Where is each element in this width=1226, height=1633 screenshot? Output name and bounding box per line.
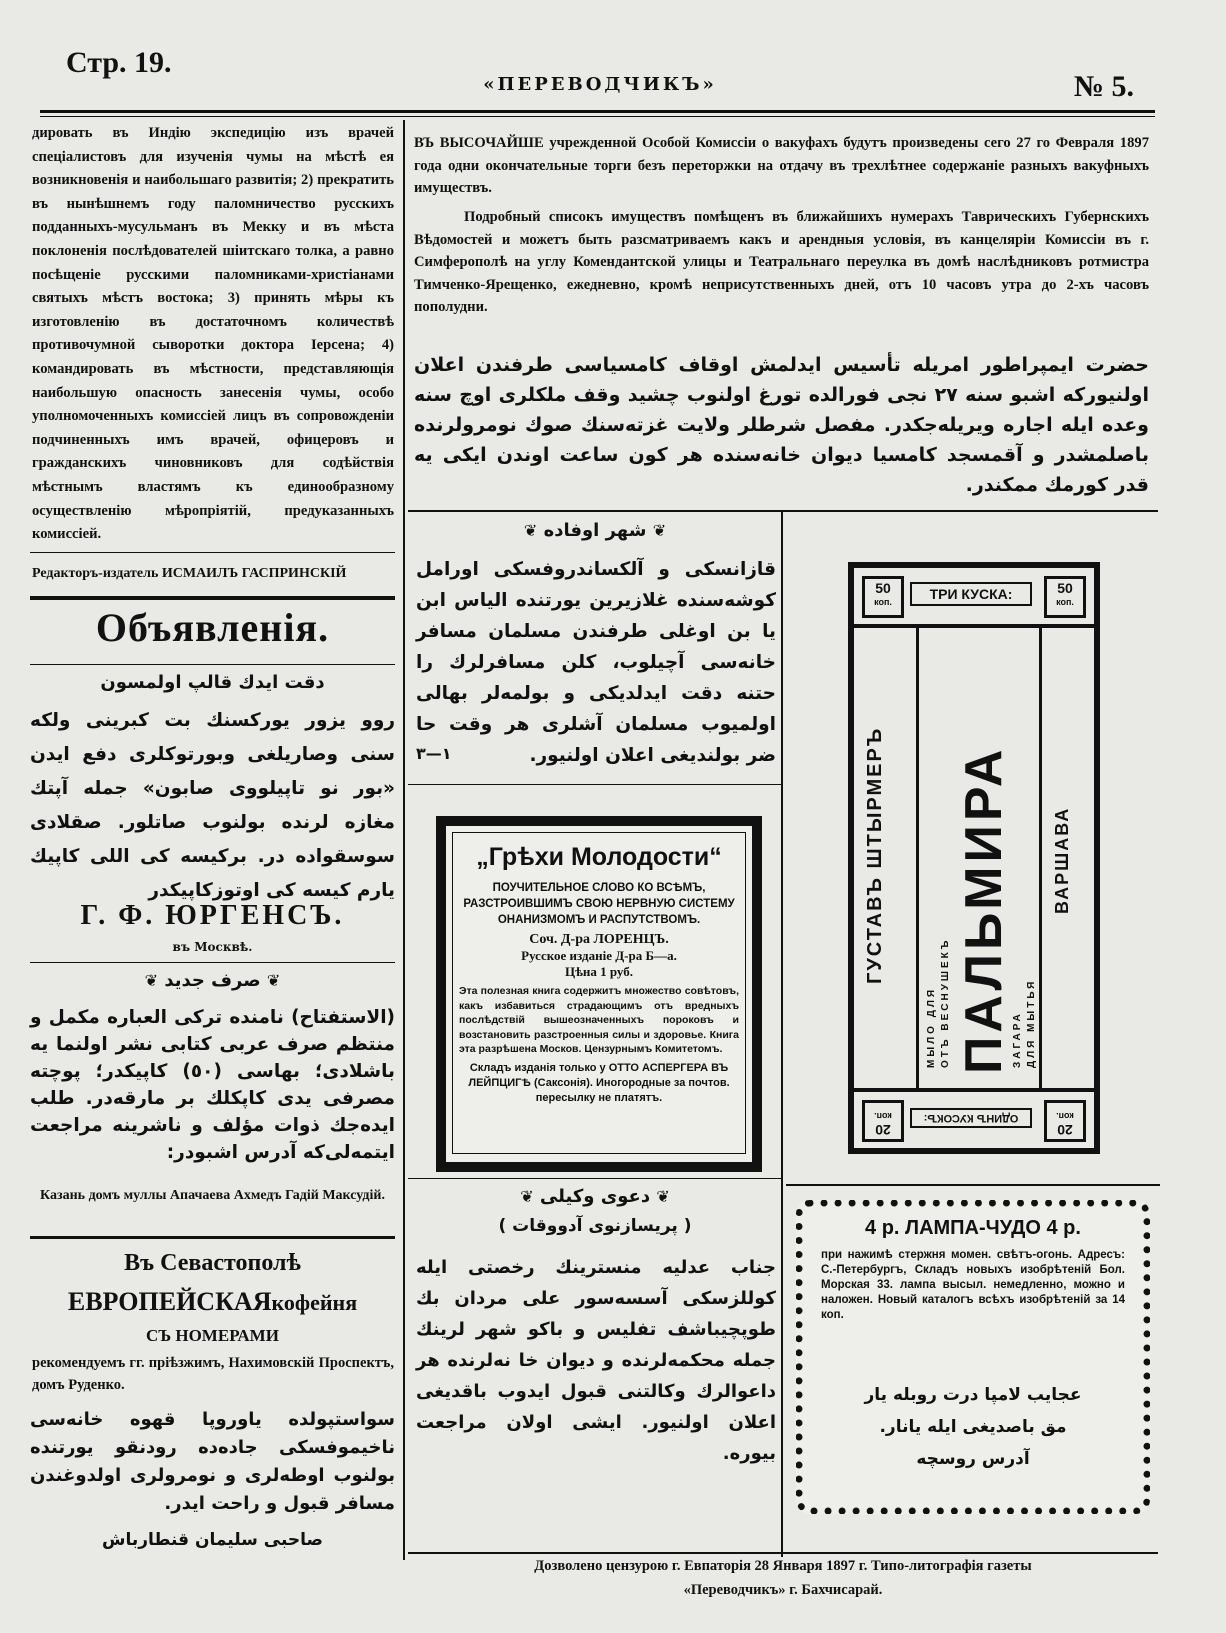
grekhi-inner (452, 832, 746, 1154)
lamp-ar-3: آدرس روسچه (916, 1449, 1030, 1469)
price-box-bottom-right (1044, 1100, 1086, 1142)
editor-rule-top (30, 552, 395, 553)
header-rule-thin (40, 116, 1155, 117)
poster-small-col-4: ДЛЯ МЫТЬЯ (1026, 978, 1037, 1068)
issue-number: № 5. (1073, 70, 1134, 103)
jurgens-body: روو يزور يورکسنك بت کبرينى ولکه سنى وصاريلغى وبورتوكلرى دفع ايدن «بور نو تاپيلووى صابون» جمله آپتك مغازه لرنده بولنوب صاتلور. صقلادى سوسقواده در. برکيسه كى اللى كاپيك يارم كيسه كى اوتوزكاپيكدر (30, 710, 395, 901)
sarf-rule (30, 1236, 395, 1239)
sarf-title (30, 970, 395, 991)
vakuf-notice-p2: Подробный списокъ имуществъ помѣщенъ въ ближайшихъ нумерахъ Таврическихъ Губернскихъ Вѣдомостей и можетъ быть разсматриваемъ какъ и арендныя условія, въ канцеляріи Комиссіи въ г. Симферополѣ на углу Комендантской улицы и Театральнаго переулка въ домѣ наслѣдниковъ ротмистра Тимченко-Ярещенко, ежедневно, кромѣ неприсутственныхъ дней, отъ 10 часовъ утра до 2-хъ часовъ пополудни. (414, 209, 1149, 315)
ornament-icon: ❦ (144, 971, 159, 990)
sevastopol-europe: ЕВРОПЕЙСКАЯ (67, 1287, 272, 1316)
price-box-left (862, 576, 904, 618)
vakuf-notice-ar: حضرت ايمپراطور امريله تأسيس ايدلمش اوقاف كامسياسى طرفندن اعلان اولنيوركه اشبو سنه ٢٧ نجى فورالده تورغ اولنوب چشيد وقف ملكلرى اوچ سنه وعده ايله اجاره ويريله‌جكدر. مفصل شرطلر ولايت غزته‌سنك صوك نومرولرنده باصلمشدر و آقمسجد كامسيا ديوان خانه‌سنده هر كون ساعت اوندن ايكى يه قدر كورمك ممكندر. (414, 354, 1149, 496)
shehr-body: قازانسكى و آلكساندروفسكى اورامل كوشه‌سنده غلازيرين يورتنده الياس ابن يا بن اوغلى طرفندن مسلمان مسافر خانه‌سى آچيلوب، كلن مسافرلرك را حتنه دقت ايدلديكى و بولمه‌لر بهالى اولميوب مسلمان آشلرى هر وقت حا ضر بولنديغى اعلان اولنيور. (416, 559, 776, 766)
sevastopol-line1: Въ Севастополѣ (124, 1250, 301, 1276)
poster-rule (786, 1184, 1160, 1186)
header-rule (40, 110, 1155, 113)
shehr-rule (408, 784, 782, 785)
poster-small-col-1: МЫЛО ДЛЯ (926, 986, 937, 1068)
jurgens-rule (30, 962, 395, 963)
price-bottom-right: 20 (1057, 1122, 1073, 1138)
sarf-title-text: صرف جديد (164, 970, 261, 991)
price-top-right: 50 (1057, 580, 1073, 596)
poster-right-border (1039, 624, 1094, 1092)
poster-left-border (854, 624, 919, 1092)
lamp-ar-1: عجايب لامپا درت روبله يار (864, 1385, 1082, 1405)
price-unit-bottom-right: коп. (1056, 1111, 1074, 1121)
jurgens-city: въ Москвѣ. (172, 940, 253, 954)
shehr-num: ١—٣ (416, 744, 452, 763)
grekhi-subtitle: ПОУЧИТЕЛЬНОЕ СЛОВО КО ВСѢМЪ, РАЗСТРОИВШИМЪ СВОЮ НЕРВНУЮ СИСТЕМУ ОНАНИЗМОМЪ И РАСПУТСТВОМЪ. (463, 882, 735, 926)
lamp-ad (796, 1200, 1150, 1514)
price-box-right (1044, 576, 1086, 618)
poster-center-word: ПАЛЬМИРА (955, 745, 1013, 1074)
palmira-soap-ad (848, 562, 1100, 1154)
grekhi-rule (408, 1178, 782, 1179)
lamp-body: при нажимѣ стержня момен. свѣтъ-огонь. Адресъ: С.-Петербургъ, Складъ новыхъ изобрѣтеній Бол. Морская 33. лампа высыл. немедленно, можно и наложен. Новый каталогъ всѣхъ изобрѣтеній за 14 коп. (821, 1249, 1125, 1321)
lamp-title: 4 р. ЛАМПА-ЧУДО 4 р. (865, 1217, 1081, 1239)
ornament-icon: ❦ (523, 521, 538, 540)
price-box-bottom-left (862, 1100, 904, 1142)
lawyer-sub: ( پريسازنوى آدووقات ) (498, 1216, 692, 1236)
grekhi-desc: Эта полезная книга содержитъ множество совѣтовъ, какъ избавиться страдающимъ отъ вредныхъ послѣдствій вышеозначенныхъ пороковъ и возстановить разстроенныя силы и здоровье. Книга эта разрѣшена Москов. Цензурнымъ Комитетомъ. (459, 985, 739, 1055)
ads-rule (30, 664, 395, 665)
vakuf-rule (408, 510, 1158, 512)
poster-right-text: ВАРШАВА (1052, 806, 1072, 914)
price-top-left: 50 (875, 580, 891, 596)
column-divider (403, 120, 405, 1560)
ornament-icon: ❦ (652, 521, 667, 540)
price-unit-left: коп. (874, 597, 892, 607)
lawyer-title-text: دعوى وكيلى (539, 1186, 651, 1207)
sarf-address: Казань домъ муллы Апачаева Ахмедъ Гадій Максудій. (40, 1188, 385, 1203)
price-unit-bottom-left: коп. (874, 1111, 892, 1121)
editor-rule-bottom (30, 596, 395, 600)
poster-small-col-2: ОТЪ ВЕСНУШЕКЪ (940, 937, 951, 1068)
price-unit-right: коп. (1056, 597, 1074, 607)
ornament-icon: ❦ (266, 971, 281, 990)
shehr-title (410, 520, 780, 541)
shehr-title-text: شهر اوفاده (543, 520, 647, 541)
poster-bottom-label: ОДИНЪ КУСОКЪ: (910, 1108, 1032, 1128)
sevastopol-line2 (30, 1287, 395, 1317)
ornament-icon: ❦ (656, 1187, 670, 1206)
sarf-body: (الاستفتاح) نامنده تركى العباره مكمل و منتظم صرف عربى كتابى نشر اولنما يه باشلادى؛ بهاسى (٥٠) كاپيكدر؛ پوچته مصرفى يدى كاپكلك بر مارقه‌در. طلب ايده‌جك ذوات مؤلف و ناشرينه مراجعت ايتمه‌لى‌كه آدرس اشبودر: (30, 1007, 395, 1163)
grekhi-title: „Грѣхи Молодости“ (476, 843, 722, 871)
poster-top-band (854, 568, 1094, 628)
footer-rule (408, 1552, 1158, 1554)
plague-article: дировать въ Индію экспедицію изъ врачей спеціалистовъ для изученія чумы на мѣстѣ ея возникновенія и наибольшаго развитія; 2) прекратить въ нынѣшнемъ году паломничество русскихъ подданныхъ-мусульманъ въ Мекку и въ мѣста поклоненія послѣдователей шіитскаго толка, а равно посѣщеніе русскими паломниками-христіанами святыхъ мѣстъ востока; 3) принять мѣры къ изготовленію въ достаточномъ количествѣ противочумной сыворотки доктора Іерсена; 4) командировать въ мѣстности, представляющія наибольшую опасность занесенія чумы, особо уполномоченныхъ комиссіей лицъ въ сопровожденіи подчиненныхъ имъ врачей, офицеровъ и гражданскихъ чиновниковъ для содѣйствія мѣстнымъ властямъ къ единообразному осуществленію мѣропріятій, предуказанныхъ комиссіей. (32, 125, 394, 543)
editor-line: Редакторъ-издатель ИСМАИЛЪ ГАСПРИНСКІЙ (32, 566, 347, 581)
sevastopol-line3: СЪ НОМЕРАМИ (146, 1326, 279, 1345)
grekhi-edition: Русское изданіе Д-ра Б—а. (521, 948, 677, 963)
poster-bottom-band (854, 1088, 1094, 1148)
column-divider-right (781, 512, 783, 1557)
poster-center (920, 628, 1038, 1088)
sevastopol-coffee: кофейня (271, 1290, 358, 1315)
grekhi-ad (436, 816, 762, 1172)
sevastopol-body: سواستپولده ياوروپا قهوه خانه‌سى ناخيموفسكى جاده‌ده رودنقو يورتنده بولنوب اوطه‌لرى و نومرولرى اولدوغندن مسافر قبول و راحت ايدر. (30, 1409, 395, 1514)
grekhi-author: Соч. Д-ра ЛОРЕНЦЪ. (529, 932, 669, 947)
poster-small-col-3: ЗАГАРА (1012, 1011, 1023, 1068)
price-bottom-left: 20 (875, 1122, 891, 1138)
page-header (40, 42, 1160, 102)
newspaper-title: «ПЕРЕВОДЧИКЪ» (483, 74, 717, 95)
lamp-ar-2: مق باصديغى ايله يانار. (879, 1417, 1067, 1437)
lawyer-title (410, 1186, 780, 1207)
ads-heading: Объявленія. (95, 605, 330, 650)
grekhi-warehouse: Складъ изданія только у ОТТО АСПЕРГЕРА ВЪ ЛЕЙПЦИГѢ (Саксонія). Иногородные за почтов. пересылку не платятъ. (468, 1061, 730, 1104)
page-number: Стр. 19. (66, 46, 172, 79)
sevastopol-owner: صاحبى سليمان قنطارباش (102, 1530, 323, 1550)
footer-line2: «Переводчикъ» г. Бахчисарай. (683, 1582, 883, 1598)
footer-line1: Дозволено цензурою г. Евпаторія 28 Января 1897 г. Типо-литографія газеты (534, 1558, 1032, 1574)
vakuf-notice-p1: ВЪ ВЫСОЧАЙШЕ учрежденной Особой Комиссіи о вакуфахъ будутъ произведены сего 27 го Февраля 1897 года одни окончательные торги безъ переторжки на отдачу въ трехлѣтнее содержаніе разныхъ вакуфныхъ имуществъ. (414, 135, 1149, 196)
jurgens-name: Г. Ф. ЮРГЕНСЪ. (80, 900, 345, 931)
sevastopol-line4: рекомендуемъ гг. пріѣзжимъ, Нахимовскій Проспектъ, домъ Руденко. (32, 1355, 394, 1393)
lawyer-body: جناب عدليه منسترينك رخصتى ايله كوللزسكى آسسه‌سور على مردان بك طوپچيباشف تفليس و باكو شهر لرينك جمله محكمه‌لرنده و ديوان خا نه‌لرنده هر داعوالرك وكالتنى قبول ايدوب باقديغى اعلان اولنيور. ايشى اولان مراجعت بيوره. (416, 1257, 776, 1464)
jurgens-title: دقت ايدك قالپ اولمسون (100, 672, 325, 693)
poster-left-text: ГУСТАВЪ ШТЫРМЕРЪ (864, 726, 886, 984)
poster-top-label: ТРИ КУСКА: (910, 582, 1032, 606)
grekhi-price: Цѣна 1 руб. (564, 964, 634, 979)
ornament-icon: ❦ (520, 1187, 534, 1206)
